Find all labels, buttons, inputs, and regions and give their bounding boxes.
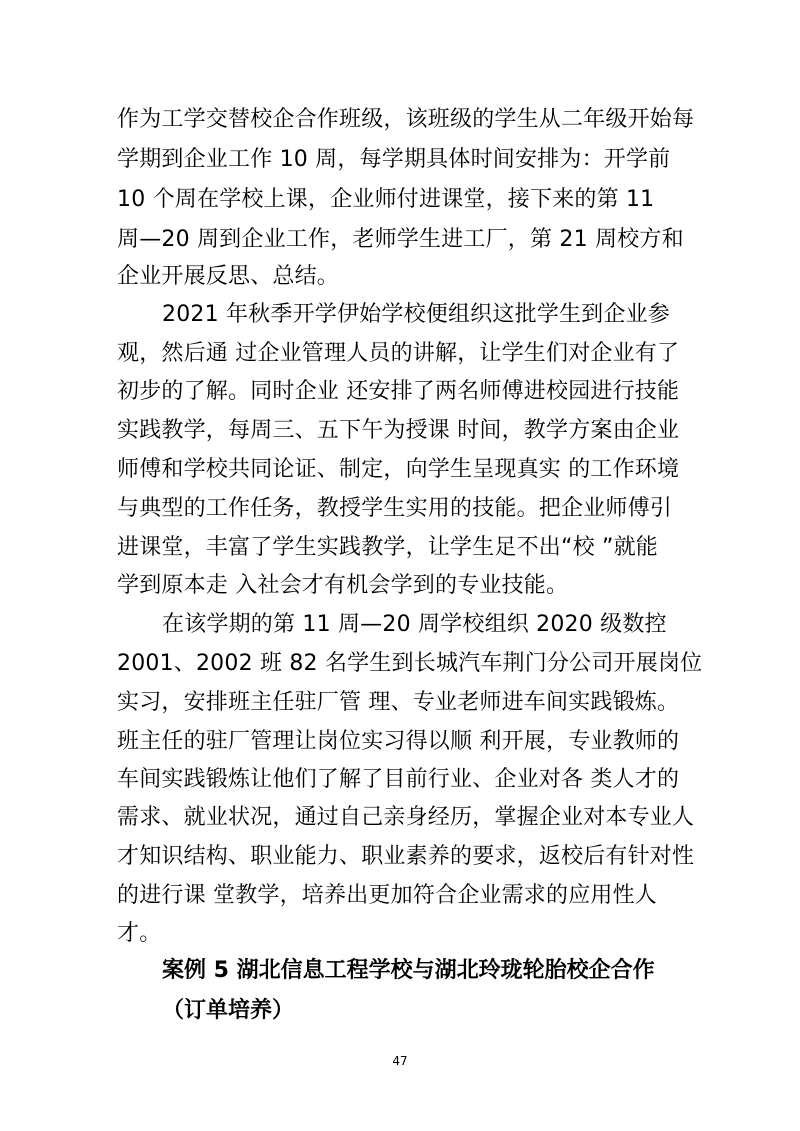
paragraph-line: 进课堂，丰富了学生实践教学，让学生足不出“校 ”就能 <box>117 535 658 560</box>
heading-line-2: （订单培养） <box>162 998 295 1023</box>
paragraph-line: 实践教学，每周三、五下午为授课 时间，教学方案由企业 <box>117 418 680 443</box>
paragraph-line: 师傅和学校共同论证、制定，向学生呈现真实 的工作环境 <box>117 457 680 482</box>
paragraph-line: 周—20 周到企业工作，老师学生进工厂，第 21 周校方和 <box>117 227 684 252</box>
paragraph-line: 学期到企业工作 10 周，每学期具体时间安排为：开学前 <box>117 147 671 172</box>
paragraph-line: 作为工学交替校企合作班级，该班级的学生从二年级开始每 <box>117 107 695 132</box>
paragraph-line: 的进行课 堂教学，培养出更加符合企业需求的应用性人 <box>117 883 657 908</box>
paragraph-line: 需求、就业状况，通过自己亲身经历，掌握企业对本专业人 <box>117 805 695 830</box>
paragraph-line: 车间实践锻炼让他们了解了目前行业、企业对各 类人才的 <box>117 767 680 792</box>
paragraph-line: 2001、2002 班 82 名学生到长城汽车荆门分公司开展岗位 <box>117 651 703 676</box>
paragraph-line: 观，然后通 过企业管理人员的讲解，让学生们对企业有了 <box>117 341 680 366</box>
heading-line-1: 案例 5 湖北信息工程学校与湖北玲珑轮胎校企合作 <box>162 958 655 983</box>
paragraph-line: 学到原本走 入社会才有机会学到的专业技能。 <box>117 573 569 598</box>
paragraph-line: 实习，安排班主任驻厂管 理、专业老师进车间实践锻炼。 <box>117 690 680 715</box>
paragraph-line: 初步的了解。同时企业 还安排了两名师傅进校园进行技能 <box>117 379 680 404</box>
paragraph-line: 与典型的工作任务，教授学生实用的技能。把企业师傅引 <box>117 496 673 521</box>
page-number: 47 <box>392 1054 408 1068</box>
paragraph-line: 才。 <box>117 921 162 946</box>
paragraph-line: 2021 年秋季开学伊始学校便组织这批学生到企业参 <box>162 302 670 327</box>
paragraph-line: 企业开展反思、总结。 <box>117 264 340 289</box>
paragraph-line: 10 个周在学校上课，企业师付进课堂，接下来的第 11 <box>117 187 655 212</box>
paragraph-line: 才知识结构、职业能力、职业素养的要求，返校后有针对性 <box>117 844 695 869</box>
paragraph-line: 在该学期的第 11 周—20 周学校组织 2020 级数控 <box>162 612 667 637</box>
paragraph-line: 班主任的驻厂管理让岗位实习得以顺 利开展，专业教师的 <box>117 729 680 754</box>
